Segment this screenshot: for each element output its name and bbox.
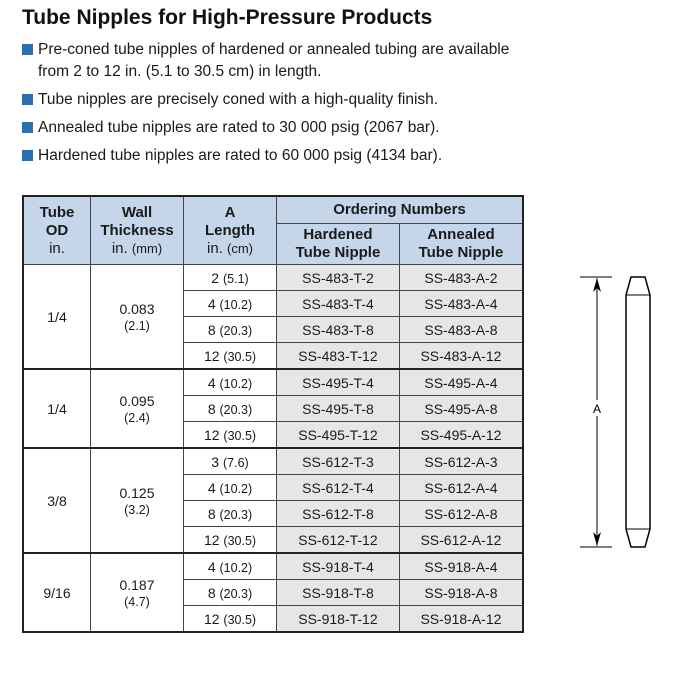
ordering-table xyxy=(22,195,524,633)
header-length: A Length in. (cm) xyxy=(184,196,277,265)
annealed-part-number: SS-612-A-3 xyxy=(399,448,523,475)
annealed-part-number: SS-483-A-12 xyxy=(399,343,523,370)
bullet-item xyxy=(22,39,542,83)
length-cell: 4 (10.2) xyxy=(184,475,277,501)
table-row xyxy=(23,265,523,291)
length-cell: 8 (20.3) xyxy=(184,396,277,422)
annealed-part-number: SS-918-A-8 xyxy=(399,580,523,606)
hardened-part-number: SS-918-T-12 xyxy=(277,606,400,633)
tube-nipple-diagram xyxy=(580,270,670,555)
bullet-text: Annealed tube nipples are rated to 30 000 psig (2067 bar). xyxy=(38,119,440,136)
hardened-part-number: SS-612-T-8 xyxy=(277,501,400,527)
bullet-item xyxy=(22,89,542,111)
length-cell: 8 (20.3) xyxy=(184,580,277,606)
table-row xyxy=(23,553,523,580)
tube-od-cell: 9/16 xyxy=(23,553,91,632)
length-cell: 3 (7.6) xyxy=(184,448,277,475)
hardened-part-number: SS-483-T-2 xyxy=(277,265,400,291)
tube-od-cell: 1/4 xyxy=(23,265,91,370)
length-cell: 8 (20.3) xyxy=(184,501,277,527)
annealed-part-number: SS-483-A-2 xyxy=(399,265,523,291)
length-cell: 12 (30.5) xyxy=(184,606,277,633)
annealed-part-number: SS-483-A-4 xyxy=(399,291,523,317)
header-wall-thickness: Wall Thickness in. (mm) xyxy=(91,196,184,265)
header-annealed: Annealed Tube Nipple xyxy=(399,224,523,265)
wall-thickness-cell: 0.083 (2.1) xyxy=(91,265,184,370)
annealed-part-number: SS-612-A-8 xyxy=(399,501,523,527)
length-cell: 2 (5.1) xyxy=(184,265,277,291)
bullet-text: Pre-coned tube nipples of hardened or annealed tubing are available from 2 to 12 in. (5.1 to 30.5 cm) in length. xyxy=(38,41,510,80)
tube-od-cell: 3/8 xyxy=(23,448,91,553)
bullet-square-icon xyxy=(22,44,33,55)
header-hardened: Hardened Tube Nipple xyxy=(277,224,400,265)
wall-thickness-cell: 0.095 (2.4) xyxy=(91,369,184,448)
feature-list xyxy=(22,39,542,173)
wall-thickness-cell: 0.187 (4.7) xyxy=(91,553,184,632)
bullet-text: Hardened tube nipples are rated to 60 000 psig (4134 bar). xyxy=(38,147,443,164)
hardened-part-number: SS-483-T-4 xyxy=(277,291,400,317)
annealed-part-number: SS-612-A-12 xyxy=(399,527,523,554)
page-title: Tube Nipples for High-Pressure Products xyxy=(22,6,433,29)
hardened-part-number: SS-495-T-4 xyxy=(277,369,400,396)
hardened-part-number: SS-612-T-12 xyxy=(277,527,400,554)
header-ordering-numbers: Ordering Numbers xyxy=(277,196,524,224)
table-row xyxy=(23,448,523,475)
hardened-part-number: SS-483-T-12 xyxy=(277,343,400,370)
bullet-item xyxy=(22,117,542,139)
hardened-part-number: SS-612-T-4 xyxy=(277,475,400,501)
hardened-part-number: SS-612-T-3 xyxy=(277,448,400,475)
length-cell: 12 (30.5) xyxy=(184,343,277,370)
bullet-square-icon xyxy=(22,122,33,133)
hardened-part-number: SS-495-T-8 xyxy=(277,396,400,422)
annealed-part-number: SS-495-A-8 xyxy=(399,396,523,422)
annealed-part-number: SS-483-A-8 xyxy=(399,317,523,343)
hardened-part-number: SS-483-T-8 xyxy=(277,317,400,343)
table-row xyxy=(23,369,523,396)
bullet-square-icon xyxy=(22,150,33,161)
header-tube-od: Tube OD in. xyxy=(23,196,91,265)
annealed-part-number: SS-918-A-12 xyxy=(399,606,523,633)
length-cell: 12 (30.5) xyxy=(184,422,277,449)
annealed-part-number: SS-495-A-4 xyxy=(399,369,523,396)
hardened-part-number: SS-918-T-8 xyxy=(277,580,400,606)
tube-icon xyxy=(626,277,650,547)
annealed-part-number: SS-918-A-4 xyxy=(399,553,523,580)
bullet-text: Tube nipples are precisely coned with a high-quality finish. xyxy=(38,91,439,108)
bullet-item xyxy=(22,145,542,167)
hardened-part-number: SS-918-T-4 xyxy=(277,553,400,580)
tube-od-cell: 1/4 xyxy=(23,369,91,448)
length-cell: 12 (30.5) xyxy=(184,527,277,554)
length-cell: 4 (10.2) xyxy=(184,291,277,317)
dimension-label: A xyxy=(593,402,602,416)
wall-thickness-cell: 0.125 (3.2) xyxy=(91,448,184,553)
annealed-part-number: SS-612-A-4 xyxy=(399,475,523,501)
bullet-square-icon xyxy=(22,94,33,105)
length-cell: 8 (20.3) xyxy=(184,317,277,343)
length-cell: 4 (10.2) xyxy=(184,553,277,580)
hardened-part-number: SS-495-T-12 xyxy=(277,422,400,449)
annealed-part-number: SS-495-A-12 xyxy=(399,422,523,449)
length-cell: 4 (10.2) xyxy=(184,369,277,396)
